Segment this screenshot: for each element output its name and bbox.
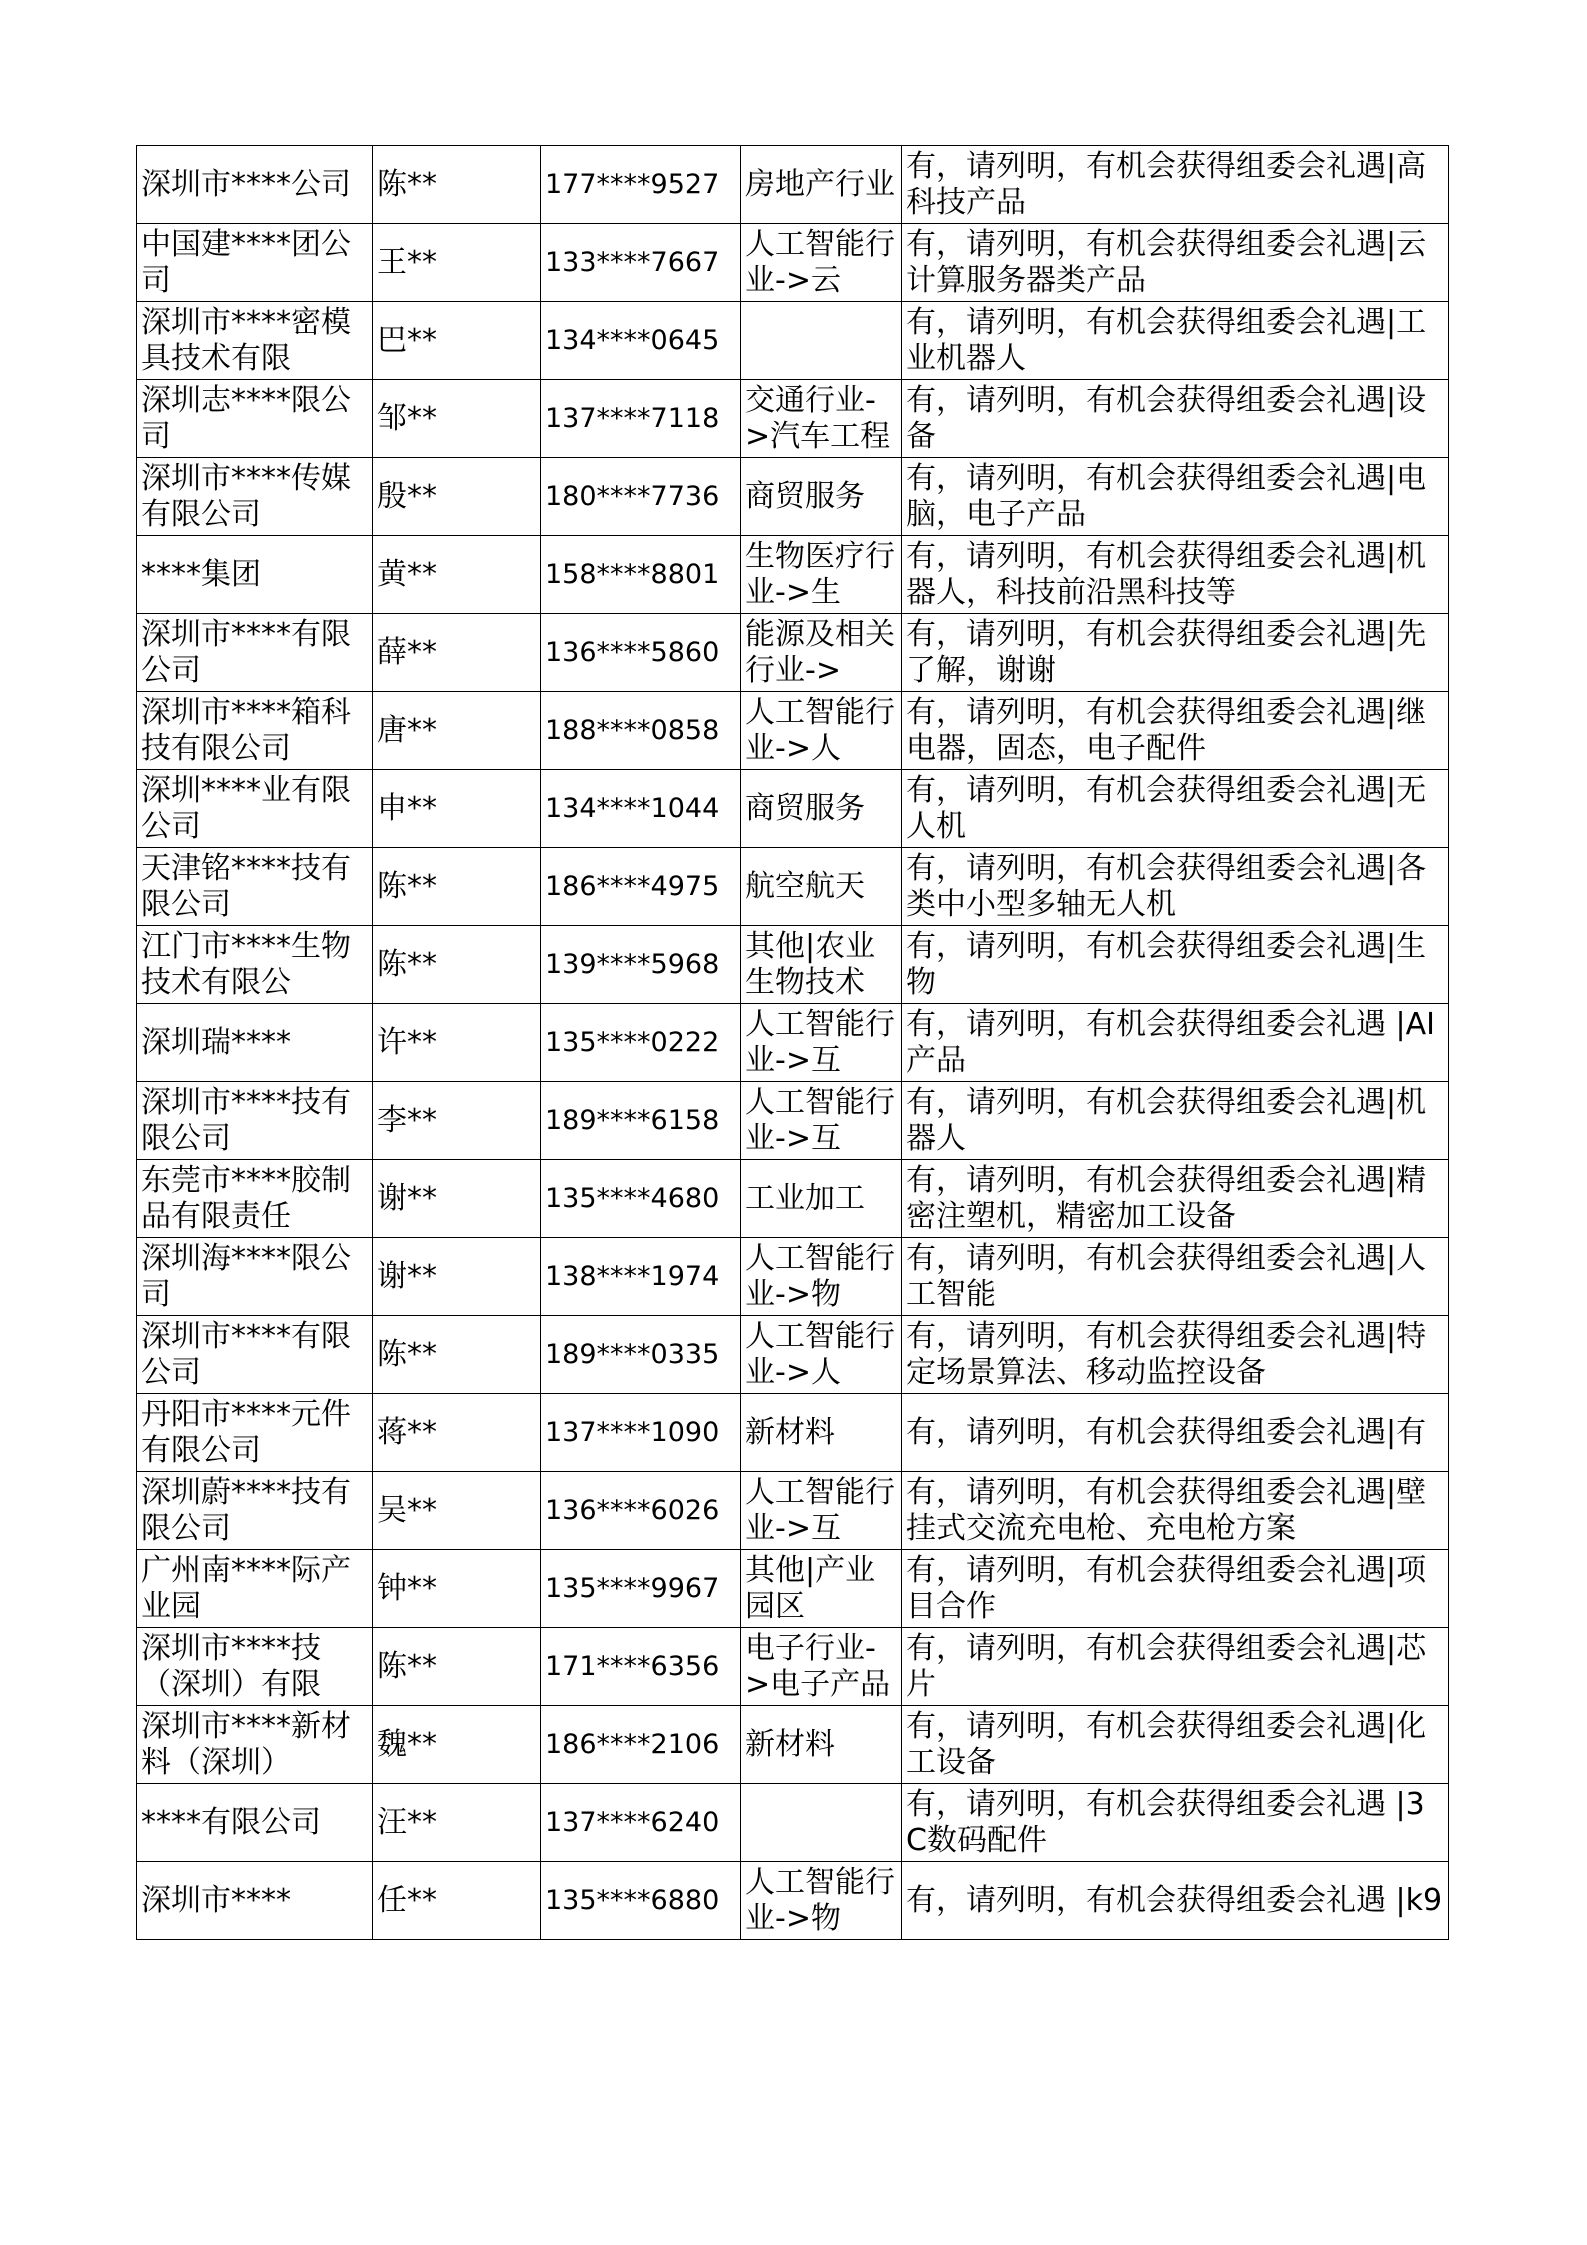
contact-name-cell <box>373 692 541 770</box>
table-row <box>137 224 1449 302</box>
company-cell <box>137 1550 373 1628</box>
company-cell-text: 深圳市****有限公司 <box>141 1318 351 1390</box>
phone-cell-text: 138****1974 <box>545 1261 720 1292</box>
note-cell-text: 有，请列明，有机会获得组委会礼遇|机器人 <box>906 1084 1427 1156</box>
phone-cell-text: 186****2106 <box>545 1729 720 1760</box>
industry-cell-text: 新材料 <box>745 1414 835 1450</box>
company-cell <box>137 1238 373 1316</box>
industry-cell <box>741 1628 902 1706</box>
note-cell-text: 有，请列明，有机会获得组委会礼遇|高科技产品 <box>906 148 1427 220</box>
contact-name-cell-text: 陈** <box>377 1648 437 1684</box>
note-cell <box>902 848 1449 926</box>
note-cell <box>902 1160 1449 1238</box>
phone-cell <box>541 1238 741 1316</box>
note-cell-text: 有，请列明，有机会获得组委会礼遇|人工智能 <box>906 1240 1427 1312</box>
contact-name-cell <box>373 1706 541 1784</box>
contact-name-cell-text: 巴** <box>377 322 437 358</box>
industry-cell <box>741 224 902 302</box>
industry-cell-text: 工业加工 <box>745 1180 865 1216</box>
note-cell <box>902 692 1449 770</box>
company-cell-text: 深圳市****公司 <box>141 166 351 202</box>
phone-cell <box>541 1394 741 1472</box>
contact-name-cell <box>373 1238 541 1316</box>
table-row <box>137 1160 1449 1238</box>
note-cell-text: 有，请列明，有机会获得组委会礼遇|继电器，固态，电子配件 <box>906 694 1427 766</box>
note-cell <box>902 1082 1449 1160</box>
phone-cell <box>541 146 741 224</box>
note-cell-text: 有，请列明，有机会获得组委会礼遇|特定场景算法、移动监控设备 <box>906 1318 1427 1390</box>
industry-cell-text: 房地产行业 <box>745 166 895 202</box>
phone-cell-text: 188****0858 <box>545 715 720 746</box>
note-cell-text: 有，请列明，有机会获得组委会礼遇|各类中小型多轴无人机 <box>906 850 1427 922</box>
table-row <box>137 1004 1449 1082</box>
company-cell-text: 江门市****生物技术有限公 <box>141 928 351 1000</box>
company-cell <box>137 1082 373 1160</box>
company-cell <box>137 1316 373 1394</box>
note-cell <box>902 1628 1449 1706</box>
phone-cell <box>541 1706 741 1784</box>
note-cell <box>902 146 1449 224</box>
company-cell <box>137 1862 373 1940</box>
phone-cell-text: 189****0335 <box>545 1339 720 1370</box>
note-cell-text: 有，请列明，有机会获得组委会礼遇|化工设备 <box>906 1708 1427 1780</box>
industry-cell <box>741 1238 902 1316</box>
company-cell-text: 深圳****业有限公司 <box>141 772 351 844</box>
contact-name-cell-text: 殷** <box>377 478 437 514</box>
phone-cell-text: 134****1044 <box>545 793 720 824</box>
phone-cell-text: 177****9527 <box>545 169 720 200</box>
contact-name-cell-text: 钟** <box>377 1570 437 1606</box>
industry-cell <box>741 1472 902 1550</box>
contact-name-cell <box>373 1394 541 1472</box>
company-cell <box>137 1004 373 1082</box>
industry-cell <box>741 380 902 458</box>
phone-cell-text: 189****6158 <box>545 1105 720 1136</box>
company-cell-text: 深圳市****技有限公司 <box>141 1084 351 1156</box>
company-cell-text: 深圳志****限公司 <box>141 382 351 454</box>
table-row <box>137 1862 1449 1940</box>
phone-cell <box>541 926 741 1004</box>
table-row <box>137 1472 1449 1550</box>
contact-name-cell <box>373 458 541 536</box>
phone-cell <box>541 692 741 770</box>
contact-name-cell <box>373 614 541 692</box>
table-row <box>137 1238 1449 1316</box>
phone-cell <box>541 536 741 614</box>
industry-cell <box>741 1082 902 1160</box>
industry-cell <box>741 1394 902 1472</box>
industry-cell-text: 其他|产业园区 <box>745 1552 876 1624</box>
table-row <box>137 770 1449 848</box>
contact-name-cell <box>373 1784 541 1862</box>
note-cell <box>902 224 1449 302</box>
phone-cell <box>541 302 741 380</box>
contact-name-cell <box>373 770 541 848</box>
industry-cell-text: 商贸服务 <box>745 790 865 826</box>
phone-cell-text: 136****6026 <box>545 1495 720 1526</box>
note-cell-text: 有，请列明，有机会获得组委会礼遇|先了解，谢谢 <box>906 616 1427 688</box>
industry-cell-text: 交通行业->汽车工程 <box>745 382 891 454</box>
industry-cell <box>741 1160 902 1238</box>
company-cell <box>137 614 373 692</box>
note-cell-text: 有，请列明，有机会获得组委会礼遇 |AI产品 <box>906 1006 1436 1078</box>
table-row <box>137 1082 1449 1160</box>
note-cell <box>902 536 1449 614</box>
phone-cell <box>541 1784 741 1862</box>
note-cell-text: 有，请列明，有机会获得组委会礼遇 |k9 <box>906 1882 1443 1918</box>
contact-name-cell <box>373 1862 541 1940</box>
table-row <box>137 380 1449 458</box>
industry-cell-text: 人工智能行业->物 <box>745 1864 895 1936</box>
industry-cell <box>741 1706 902 1784</box>
note-cell-text: 有，请列明，有机会获得组委会礼遇|云计算服务器类产品 <box>906 226 1427 298</box>
contact-name-cell <box>373 1550 541 1628</box>
company-cell-text: 深圳瑞**** <box>141 1024 291 1060</box>
phone-cell-text: 133****7667 <box>545 247 720 278</box>
contact-name-cell-text: 许** <box>377 1024 437 1060</box>
industry-cell <box>741 146 902 224</box>
company-cell <box>137 1472 373 1550</box>
company-cell-text: 中国建****团公司 <box>141 226 351 298</box>
contact-name-cell <box>373 1160 541 1238</box>
phone-cell <box>541 224 741 302</box>
industry-cell-text: 人工智能行业->互 <box>745 1006 895 1078</box>
contact-name-cell-text: 汪** <box>377 1804 437 1840</box>
table-row <box>137 848 1449 926</box>
table-row <box>137 1550 1449 1628</box>
phone-cell <box>541 458 741 536</box>
industry-cell-text: 人工智能行业->人 <box>745 1318 895 1390</box>
contact-name-cell <box>373 146 541 224</box>
industry-cell-text: 商贸服务 <box>745 478 865 514</box>
company-cell-text: 深圳市****箱科技有限公司 <box>141 694 351 766</box>
company-cell-text: 丹阳市****元件有限公司 <box>141 1396 351 1468</box>
note-cell-text: 有，请列明，有机会获得组委会礼遇|工业机器人 <box>906 304 1427 376</box>
company-cell <box>137 302 373 380</box>
table-row <box>137 1394 1449 1472</box>
contact-name-cell-text: 陈** <box>377 1336 437 1372</box>
company-cell <box>137 848 373 926</box>
company-cell <box>137 692 373 770</box>
contact-name-cell-text: 唐** <box>377 712 437 748</box>
note-cell <box>902 1550 1449 1628</box>
contact-name-cell-text: 陈** <box>377 166 437 202</box>
company-cell-text: 深圳市**** <box>141 1882 291 1918</box>
company-cell-text: 深圳市****密模具技术有限 <box>141 304 351 376</box>
table-row <box>137 614 1449 692</box>
company-cell-text: 广州南****际产业园 <box>141 1552 351 1624</box>
note-cell <box>902 302 1449 380</box>
industry-cell-text: 人工智能行业->人 <box>745 694 895 766</box>
phone-cell-text: 134****0645 <box>545 325 720 356</box>
contact-name-cell-text: 谢** <box>377 1180 437 1216</box>
contact-name-cell-text: 吴** <box>377 1492 437 1528</box>
company-cell-text: 东莞市****胶制品有限责任 <box>141 1162 351 1234</box>
contact-name-cell <box>373 848 541 926</box>
table-row <box>137 692 1449 770</box>
note-cell-text: 有，请列明，有机会获得组委会礼遇|芯片 <box>906 1630 1427 1702</box>
phone-cell <box>541 1550 741 1628</box>
contact-name-cell <box>373 1082 541 1160</box>
industry-cell <box>741 770 902 848</box>
note-cell-text: 有，请列明，有机会获得组委会礼遇|无人机 <box>906 772 1427 844</box>
note-cell-text: 有，请列明，有机会获得组委会礼遇|电脑，电子产品 <box>906 460 1427 532</box>
note-cell <box>902 1472 1449 1550</box>
phone-cell-text: 139****5968 <box>545 949 720 980</box>
note-cell-text: 有，请列明，有机会获得组委会礼遇|设备 <box>906 382 1427 454</box>
industry-cell-text: 人工智能行业->物 <box>745 1240 895 1312</box>
contact-name-cell-text: 申** <box>377 790 437 826</box>
contact-name-cell <box>373 302 541 380</box>
note-cell <box>902 1316 1449 1394</box>
industry-cell <box>741 848 902 926</box>
industry-cell-text: 能源及相关行业-> <box>745 616 895 688</box>
phone-cell <box>541 1160 741 1238</box>
industry-cell <box>741 458 902 536</box>
company-cell <box>137 1394 373 1472</box>
phone-cell-text: 137****7118 <box>545 403 720 434</box>
table-row <box>137 302 1449 380</box>
phone-cell <box>541 1004 741 1082</box>
note-cell <box>902 614 1449 692</box>
company-cell <box>137 224 373 302</box>
contact-name-cell-text: 王** <box>377 244 437 280</box>
industry-cell <box>741 614 902 692</box>
industry-cell-text: 生物医疗行业->生 <box>745 538 895 610</box>
table-row <box>137 1628 1449 1706</box>
contact-table <box>136 145 1449 1940</box>
table-row <box>137 926 1449 1004</box>
phone-cell-text: 180****7736 <box>545 481 720 512</box>
company-cell <box>137 536 373 614</box>
table-row <box>137 458 1449 536</box>
industry-cell <box>741 302 902 380</box>
phone-cell-text: 171****6356 <box>545 1651 720 1682</box>
industry-cell <box>741 1004 902 1082</box>
note-cell-text: 有，请列明，有机会获得组委会礼遇 |3C数码配件 <box>906 1786 1425 1858</box>
contact-name-cell <box>373 1004 541 1082</box>
note-cell <box>902 458 1449 536</box>
note-cell <box>902 1862 1449 1940</box>
industry-cell-text: 人工智能行业->云 <box>745 226 895 298</box>
note-cell-text: 有，请列明，有机会获得组委会礼遇|精密注塑机，精密加工设备 <box>906 1162 1427 1234</box>
table-row <box>137 146 1449 224</box>
note-cell-text: 有，请列明，有机会获得组委会礼遇|生物 <box>906 928 1427 1000</box>
note-cell <box>902 1706 1449 1784</box>
company-cell-text: 深圳市****新材料（深圳） <box>141 1708 351 1780</box>
contact-name-cell <box>373 536 541 614</box>
industry-cell <box>741 1550 902 1628</box>
phone-cell-text: 135****4680 <box>545 1183 720 1214</box>
industry-cell <box>741 926 902 1004</box>
table-row <box>137 1784 1449 1862</box>
note-cell <box>902 770 1449 848</box>
company-cell <box>137 1628 373 1706</box>
company-cell-text: 深圳海****限公司 <box>141 1240 351 1312</box>
contact-name-cell-text: 李** <box>377 1102 437 1138</box>
company-cell-text: 深圳市****传媒有限公司 <box>141 460 351 532</box>
contact-name-cell-text: 蒋** <box>377 1414 437 1450</box>
phone-cell-text: 136****5860 <box>545 637 720 668</box>
company-cell-text: ****有限公司 <box>141 1804 321 1840</box>
contact-name-cell-text: 陈** <box>377 868 437 904</box>
contact-name-cell <box>373 1628 541 1706</box>
note-cell <box>902 1784 1449 1862</box>
phone-cell-text: 186****4975 <box>545 871 720 902</box>
note-cell-text: 有，请列明，有机会获得组委会礼遇|机器人，科技前沿黑科技等 <box>906 538 1427 610</box>
phone-cell <box>541 848 741 926</box>
contact-name-cell-text: 谢** <box>377 1258 437 1294</box>
company-cell <box>137 458 373 536</box>
contact-name-cell <box>373 1472 541 1550</box>
note-cell <box>902 926 1449 1004</box>
industry-cell <box>741 536 902 614</box>
table-body <box>137 146 1449 1940</box>
company-cell <box>137 770 373 848</box>
industry-cell-text: 新材料 <box>745 1726 835 1762</box>
contact-name-cell-text: 陈** <box>377 946 437 982</box>
company-cell-text: 深圳市****技（深圳）有限 <box>141 1630 321 1702</box>
industry-cell <box>741 692 902 770</box>
note-cell <box>902 1004 1449 1082</box>
industry-cell-text: 人工智能行业->互 <box>745 1084 895 1156</box>
industry-cell-text: 电子行业->电子产品 <box>745 1630 891 1702</box>
note-cell <box>902 1238 1449 1316</box>
contact-name-cell <box>373 926 541 1004</box>
contact-name-cell <box>373 1316 541 1394</box>
company-cell <box>137 1784 373 1862</box>
note-cell <box>902 1394 1449 1472</box>
industry-cell <box>741 1316 902 1394</box>
table-row <box>137 1706 1449 1784</box>
company-cell <box>137 146 373 224</box>
industry-cell <box>741 1784 902 1862</box>
phone-cell <box>541 770 741 848</box>
company-cell <box>137 380 373 458</box>
phone-cell-text: 135****9967 <box>545 1573 720 1604</box>
phone-cell <box>541 614 741 692</box>
industry-cell-text: 其他|农业生物技术 <box>745 928 876 1000</box>
note-cell-text: 有，请列明，有机会获得组委会礼遇|壁挂式交流充电枪、充电枪方案 <box>906 1474 1427 1546</box>
phone-cell <box>541 1082 741 1160</box>
phone-cell-text: 158****8801 <box>545 559 720 590</box>
contact-name-cell-text: 薛** <box>377 634 437 670</box>
contact-name-cell-text: 邹** <box>377 400 437 436</box>
industry-cell <box>741 1862 902 1940</box>
company-cell-text: 天津铭****技有限公司 <box>141 850 351 922</box>
company-cell <box>137 1706 373 1784</box>
phone-cell <box>541 380 741 458</box>
company-cell-text: 深圳蔚****技有限公司 <box>141 1474 351 1546</box>
note-cell-text: 有，请列明，有机会获得组委会礼遇|有 <box>906 1414 1427 1450</box>
contact-name-cell <box>373 380 541 458</box>
phone-cell-text: 135****0222 <box>545 1027 720 1058</box>
phone-cell <box>541 1472 741 1550</box>
contact-name-cell-text: 黄** <box>377 556 437 592</box>
contact-name-cell-text: 任** <box>377 1882 437 1918</box>
industry-cell-text: 航空航天 <box>745 868 865 904</box>
phone-cell <box>541 1628 741 1706</box>
company-cell <box>137 1160 373 1238</box>
phone-cell-text: 135****6880 <box>545 1885 720 1916</box>
phone-cell <box>541 1316 741 1394</box>
company-cell <box>137 926 373 1004</box>
phone-cell <box>541 1862 741 1940</box>
contact-name-cell-text: 魏** <box>377 1726 437 1762</box>
company-cell-text: 深圳市****有限公司 <box>141 616 351 688</box>
note-cell-text: 有，请列明，有机会获得组委会礼遇|项目合作 <box>906 1552 1427 1624</box>
contact-name-cell <box>373 224 541 302</box>
company-cell-text: ****集团 <box>141 556 261 592</box>
industry-cell-text: 人工智能行业->互 <box>745 1474 895 1546</box>
table-row <box>137 536 1449 614</box>
table-row <box>137 1316 1449 1394</box>
phone-cell-text: 137****1090 <box>545 1417 720 1448</box>
phone-cell-text: 137****6240 <box>545 1807 720 1838</box>
note-cell <box>902 380 1449 458</box>
